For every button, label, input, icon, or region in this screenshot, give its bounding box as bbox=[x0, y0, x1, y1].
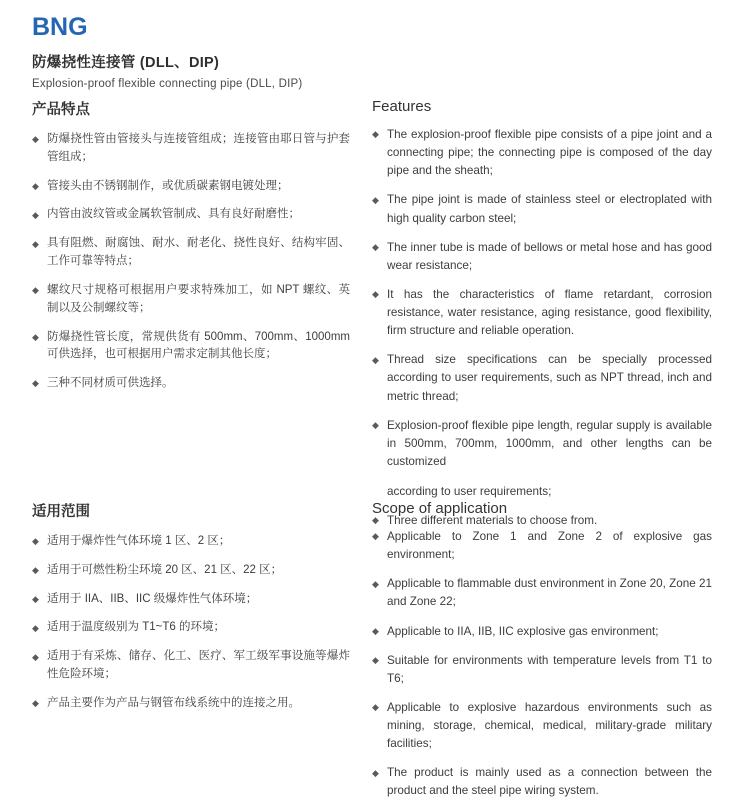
diamond-bullet-icon: ◆ bbox=[372, 767, 379, 778]
list-item bbox=[372, 528, 712, 564]
list-item bbox=[32, 619, 350, 637]
diamond-bullet-icon: ◆ bbox=[372, 194, 379, 205]
list-item-text: The product is mainly used as a connection between the product and the steel pipe wiring system. bbox=[387, 766, 712, 798]
section-scope-en bbox=[372, 500, 712, 812]
list-item bbox=[372, 699, 712, 753]
diamond-bullet-icon: ◆ bbox=[32, 209, 39, 220]
list-item bbox=[372, 239, 712, 275]
list-item-text: Applicable to explosive hazardous environments such as mining, storage, chemical, medical, military-grade military facilities; bbox=[387, 700, 712, 751]
diamond-bullet-icon: ◆ bbox=[32, 285, 39, 296]
list-item-text: 三种不同材质可供选择。 bbox=[47, 377, 174, 390]
diamond-bullet-icon: ◆ bbox=[372, 419, 379, 430]
section-heading-scope-en: Scope of application bbox=[372, 500, 508, 517]
list-item-text: Suitable for environments with temperature levels from T1 to T6; bbox=[387, 653, 712, 685]
list-item-text: 适用于可燃性粉尘环境 20 区、21 区、22 区； bbox=[47, 563, 283, 576]
list-item-text: 适用于有采炼、储存、化工、医疗、军工级军事设施等爆炸性危险环境； bbox=[47, 650, 350, 681]
list-item bbox=[32, 562, 350, 580]
diamond-bullet-icon: ◆ bbox=[32, 134, 39, 145]
diamond-bullet-icon: ◆ bbox=[32, 378, 39, 389]
list-item-text: Three different materials to choose from. bbox=[387, 514, 598, 528]
diamond-bullet-icon: ◆ bbox=[372, 702, 379, 713]
diamond-bullet-icon: ◆ bbox=[32, 698, 39, 709]
diamond-bullet-icon: ◆ bbox=[32, 565, 39, 576]
list-item bbox=[372, 286, 712, 340]
list-item bbox=[32, 591, 350, 609]
list-item-text: The explosion-proof flexible pipe consists of a pipe joint and a connecting pipe; the connecting pipe is composed of the day pipe and the sheath; bbox=[387, 128, 712, 178]
list-item bbox=[372, 652, 712, 688]
list-item bbox=[372, 351, 712, 405]
list-item bbox=[32, 695, 350, 713]
document-header bbox=[0, 0, 750, 90]
list-item-text: 防爆挠性管长度，常规供货有 500mm、700mm、1000mm 可供选择，也可根据用户需求定制其他长度； bbox=[47, 330, 350, 361]
diamond-bullet-icon: ◆ bbox=[32, 651, 39, 662]
diamond-bullet-icon: ◆ bbox=[372, 354, 379, 365]
list-item-text: 螺纹尺寸规格可根据用户要求特殊加工，如 NPT 螺纹、英制以及公制螺纹等； bbox=[47, 283, 350, 314]
list-item-text: 适用于温度级别为 T1~T6 的环境； bbox=[47, 621, 225, 634]
diamond-bullet-icon: ◆ bbox=[32, 238, 39, 249]
list-item bbox=[372, 417, 712, 502]
diamond-bullet-icon: ◆ bbox=[32, 180, 39, 191]
diamond-bullet-icon: ◆ bbox=[372, 129, 379, 140]
list-item bbox=[32, 533, 350, 551]
list-item-text: Applicable to Zone 1 and Zone 2 of explosive gas environment; bbox=[387, 530, 712, 562]
diamond-bullet-icon: ◆ bbox=[32, 536, 39, 547]
list-item-text: 适用于 IIA、IIB、IIC 级爆炸性气体环境； bbox=[47, 592, 258, 605]
list-item-text: 产品主要作为产品与钢管布线系统中的连接之用。 bbox=[47, 696, 300, 709]
section-scope-cn bbox=[32, 500, 350, 724]
list-item-text: Explosion-proof flexible pipe length, regular supply is available in 500mm, 700mm, 1000mm, and other lengths can be customized bbox=[387, 418, 712, 468]
list-item bbox=[32, 282, 350, 318]
scope-cn-list bbox=[32, 533, 350, 713]
section-heading-features-en: Features bbox=[372, 98, 432, 115]
list-item bbox=[32, 206, 350, 224]
list-item-text: 管接头由不锈钢制作，或优质碳素钢电镀处理； bbox=[47, 179, 289, 192]
diamond-bullet-icon: ◆ bbox=[32, 593, 39, 604]
diamond-bullet-icon: ◆ bbox=[372, 289, 379, 300]
list-item-text: 适用于爆炸性气体环境 1 区、2 区； bbox=[47, 535, 231, 547]
list-item-text: 具有阻燃、耐腐蚀、耐水、耐老化、挠性良好、结构牢固、工作可靠等特点； bbox=[47, 237, 350, 268]
list-item-text: The pipe joint is made of stainless steel or electroplated with high quality carbon steel; bbox=[387, 193, 712, 225]
list-item-text: Thread size specifications can be specially processed according to user requirements, such as NPT thread, inch and metric thread; bbox=[387, 353, 712, 403]
list-item bbox=[372, 191, 712, 227]
list-item-text: 防爆挠性管由管接头与连接管组成；连接管由耶日管与护套管组成； bbox=[47, 133, 350, 163]
list-item bbox=[372, 764, 712, 800]
section-heading-scope-cn: 适用范围 bbox=[32, 504, 90, 520]
list-item-text: Applicable to IIA, IIB, IIC explosive gas environment; bbox=[387, 624, 659, 638]
list-item-text: It has the characteristics of flame retardant, corrosion resistance, water resistance, aging resistance, good flexibility, firm structure and reliable operation. bbox=[387, 287, 712, 338]
scope-en-list bbox=[372, 528, 712, 801]
diamond-bullet-icon: ◆ bbox=[372, 578, 379, 589]
diamond-bullet-icon: ◆ bbox=[32, 331, 39, 342]
list-item-text: The inner tube is made of bellows or metal hose and has good wear resistance; bbox=[387, 240, 712, 272]
list-item-text: Applicable to flammable dust environment in Zone 20, Zone 21 and Zone 22; bbox=[387, 577, 712, 609]
list-item bbox=[32, 131, 350, 167]
diamond-bullet-icon: ◆ bbox=[372, 625, 379, 636]
page-title-en: Explosion-proof flexible connecting pipe (DLL, DIP) bbox=[32, 77, 303, 90]
list-item bbox=[32, 178, 350, 196]
features-cn-list bbox=[32, 131, 350, 393]
section-features-en bbox=[372, 98, 712, 541]
diamond-bullet-icon: ◆ bbox=[372, 241, 379, 252]
brand-logo: BNG bbox=[32, 13, 88, 41]
diamond-bullet-icon: ◆ bbox=[372, 515, 379, 526]
features-en-list bbox=[372, 126, 712, 530]
list-item bbox=[372, 575, 712, 611]
diamond-bullet-icon: ◆ bbox=[32, 622, 39, 633]
page-title-cn: 防爆挠性连接管 (DLL、DIP) bbox=[32, 54, 220, 71]
diamond-bullet-icon: ◆ bbox=[372, 531, 379, 542]
list-item bbox=[32, 648, 350, 684]
list-item bbox=[32, 329, 350, 365]
list-item bbox=[372, 623, 712, 641]
list-item bbox=[372, 126, 712, 180]
diamond-bullet-icon: ◆ bbox=[372, 654, 379, 665]
section-features-cn bbox=[32, 98, 350, 404]
list-item-subtext: according to user requirements; bbox=[387, 485, 552, 498]
list-item bbox=[32, 375, 350, 393]
list-item-text: 内管由波纹管或金属软管制成、具有良好耐磨性； bbox=[47, 208, 300, 221]
list-item bbox=[32, 235, 350, 271]
section-heading-features-cn: 产品特点 bbox=[32, 102, 90, 118]
